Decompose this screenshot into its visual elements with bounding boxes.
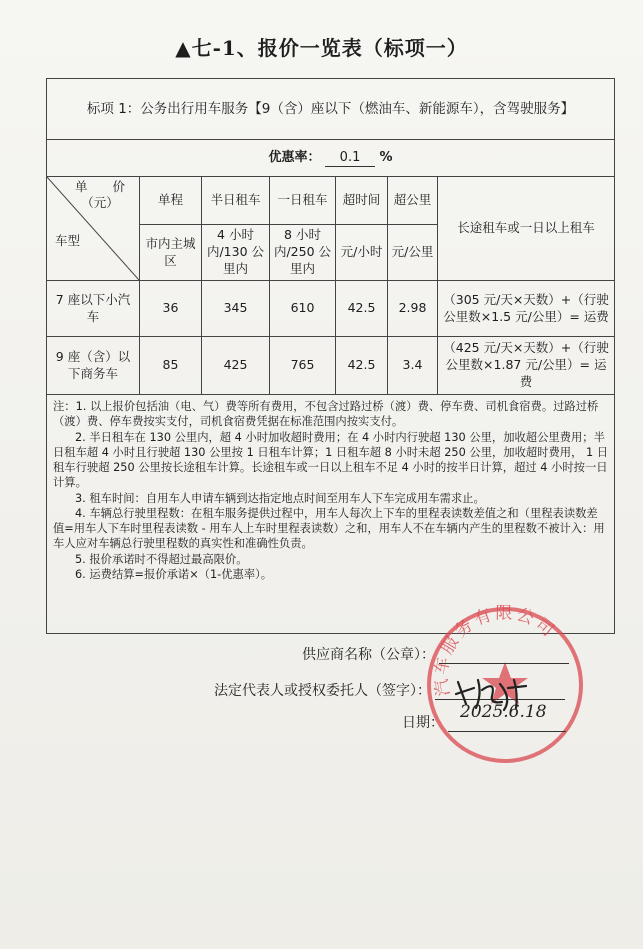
representative-label: 法定代表人或授权委托人（签字）： — [214, 683, 431, 699]
sub-one-way: 市内主城区 — [140, 225, 202, 281]
col-half-day: 半日租车 — [202, 177, 270, 225]
table-row — [47, 281, 615, 337]
signature-section — [0, 640, 643, 760]
date-line — [448, 731, 566, 732]
date-label: 日期： — [402, 715, 444, 731]
price-overtime: 42.5 — [336, 281, 388, 337]
note-item: 2. 半日租车在 130 公里内，超 4 小时加收超时费用；在 4 小时内行驶超 130 公里，加收超公里费用；半日租车超 4 小时且行驶超 130 公里按 1 日租车计算；1 日租车超 8 小时未超 250 公里，加收超时费用， 1 日租车行驶超 250 公里按长途租车计算。长途租车或一日以上租车不足 4 小时的按半日计算，超过 4 小时按一日计算。 — [53, 430, 609, 490]
price-long-distance: （305 元/天×天数）+（行驶公里数×1.5 元/公里）= 运费 — [438, 281, 615, 337]
discount-row — [47, 140, 615, 177]
supplier-name-label: 供应商名称（公章）： — [302, 647, 435, 663]
page-title: ▲七-1、报价一览表（标项一） — [175, 36, 468, 60]
col-one-way: 单程 — [140, 177, 202, 225]
col-overtime: 超时间 — [336, 177, 388, 225]
price-one-way: 36 — [140, 281, 202, 337]
header-vehicle-type: 车型 — [55, 233, 81, 249]
note-item: 6. 运费结算=报价承诺×（1-优惠率）。 — [75, 567, 273, 581]
discount-unit: % — [379, 149, 393, 165]
project-title: 标项 1：公务出行用车服务【9（含）座以下（燃油车、新能源车），含驾驶服务】 — [47, 79, 615, 140]
svg-text:汽车服务有限公司: 汽车服务有限公司 — [431, 603, 560, 698]
discount-label: 优惠率： — [268, 149, 321, 165]
price-overtime: 42.5 — [336, 337, 388, 395]
quote-table — [46, 78, 615, 634]
note-item: 5. 报价承诺时不得超过最高限价。 — [75, 552, 248, 566]
handwritten-date: 2025.6.18 — [460, 702, 547, 722]
vehicle-type: 7 座以下小汽车 — [47, 281, 140, 337]
note-item: 注：1. 以上报价包括油（电、气）费等所有费用，不包含过路过桥（渡）费、停车费、司机食宿费。过路过桥（渡）费、停车费按实支付，司机食宿费凭据在标准范围内按实支付。 — [53, 400, 599, 429]
notes-block — [47, 395, 615, 634]
vehicle-type: 9 座（含）以下商务车 — [47, 337, 140, 395]
price-one-way: 85 — [140, 337, 202, 395]
price-over-km: 3.4 — [388, 337, 438, 395]
table-row — [47, 337, 615, 395]
col-long-distance: 长途租车或一日以上租车 — [438, 177, 615, 281]
header-diagonal-cell — [47, 177, 140, 281]
price-full-day: 765 — [270, 337, 336, 395]
price-full-day: 610 — [270, 281, 336, 337]
col-full-day: 一日租车 — [270, 177, 336, 225]
note-item: 3. 租车时间：自用车人申请车辆到达指定地点时间至用车人下车完成用车需求止。 — [75, 491, 485, 505]
sub-half-day: 4 小时内/130 公里内 — [202, 225, 270, 281]
col-over-km: 超公里 — [388, 177, 438, 225]
supplier-name-line — [439, 663, 569, 664]
sub-over-km: 元/公里 — [388, 225, 438, 281]
sub-overtime: 元/小时 — [336, 225, 388, 281]
price-over-km: 2.98 — [388, 281, 438, 337]
header-unit-price: 单 价 （元） — [74, 179, 125, 210]
sub-full-day: 8 小时内/250 公里内 — [270, 225, 336, 281]
price-long-distance: （425 元/天×天数）+（行驶公里数×1.87 元/公里）= 运费 — [438, 337, 615, 395]
discount-value: 0.1 — [325, 149, 375, 168]
price-half-day: 345 — [202, 281, 270, 337]
note-item: 4. 车辆总行驶里程数：在租车服务提供过程中，用车人每次上下车的里程表读数差值之和（里程表读数差值=用车人下车时里程表读数 - 用车人上车时里程表读数）之和，用车人不在车辆内产生的里程数不被计入：用车人应对车辆总行驶里程数的真实性和准确性负责。 — [53, 506, 605, 551]
price-half-day: 425 — [202, 337, 270, 395]
